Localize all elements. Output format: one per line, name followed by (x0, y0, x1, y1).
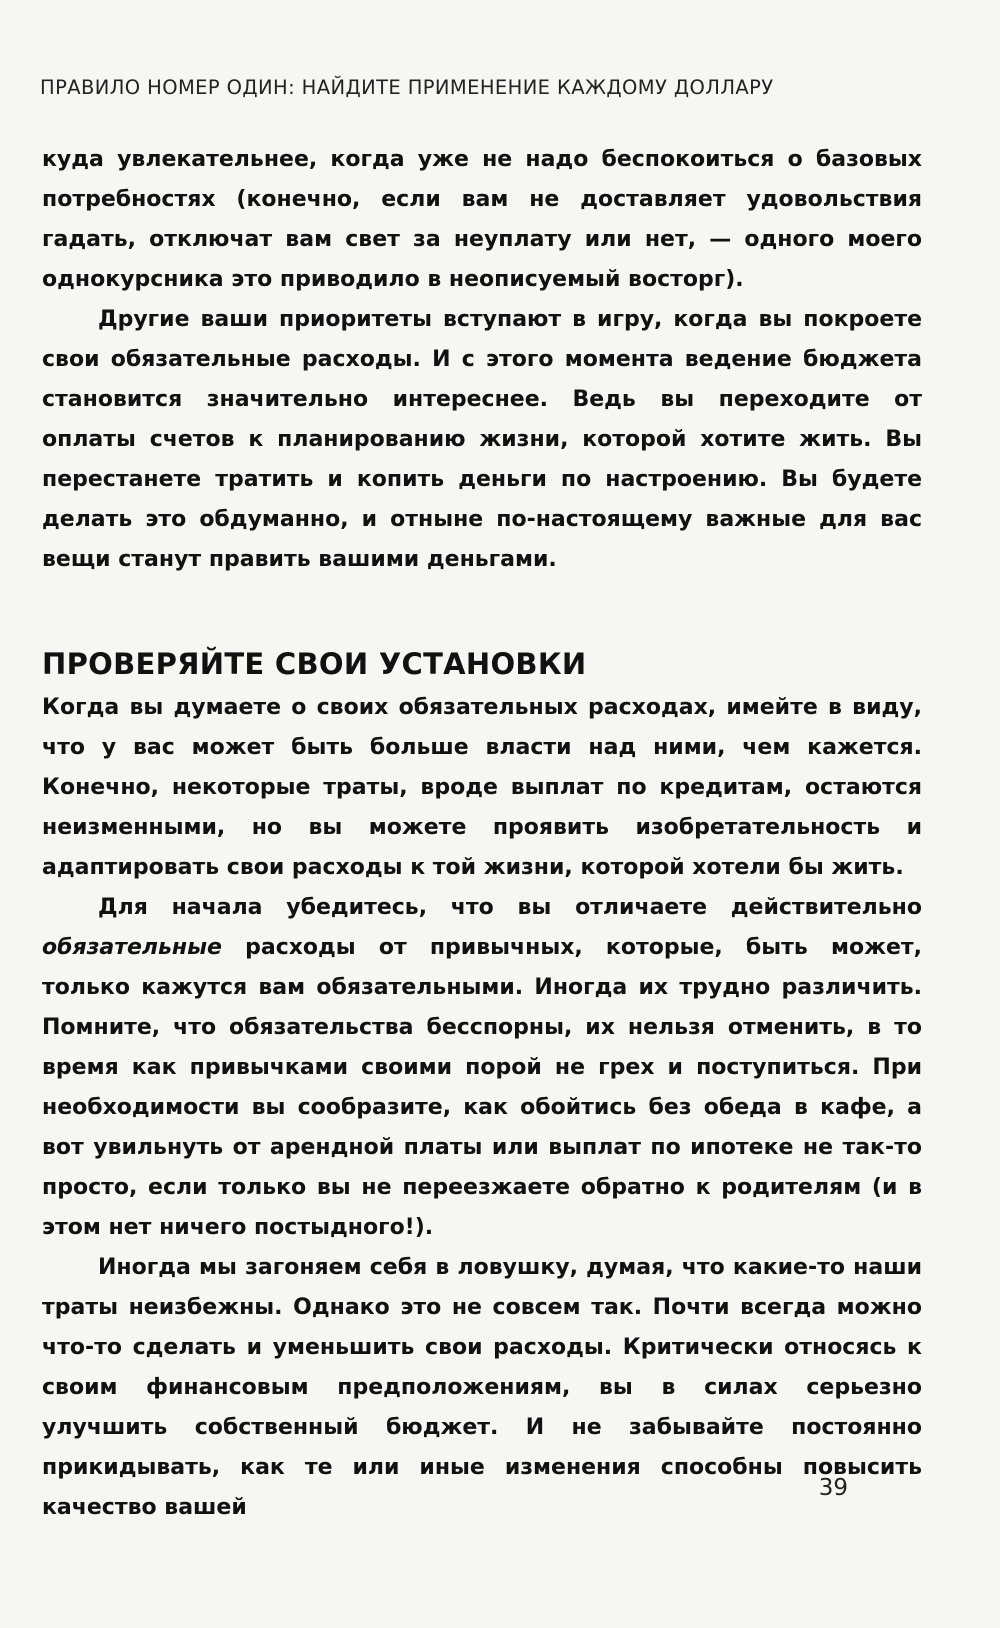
page-body (42, 140, 922, 1528)
paragraph-trap: Иногда мы загоняем себя в ловушку, думая, что какие-то наши траты неизбежны. Однако это не совсем так. Почти всегда можно что-то сделать и уменьшить свои расходы. Критически относясь к своим финансовым предположениям, вы в силах серьезно улучшить собственный бюджет. И не забывайте постоянно прикидывать, как те или иные изменения способны повысить качество вашей (42, 1255, 922, 1520)
section-heading: ПРОВЕРЯЙТЕ СВОИ УСТАНОВКИ (42, 647, 587, 681)
paragraph-continuation: куда увлекательнее, когда уже не надо беспокоиться о базовых потребностях (конечно, если вам не доставляет удовольствия гадать, отключат вам свет за неуплату или нет, — одного моего однокурсника это приводило в неописуемый восторг). (42, 147, 922, 292)
running-header: ПРАВИЛО НОМЕР ОДИН: НАЙДИТЕ ПРИМЕНЕНИЕ КАЖДОМУ ДОЛЛАРУ (40, 76, 774, 99)
paragraph-text-rest: расходы от привычных, которые, быть может, только кажутся вам обязательными. Иногда их трудно различить. Помните, что обязательства бесспорны, их нельзя отменить, в то время как привычками своими порой не грех и поступиться. При необходимости вы сообразите, как обойтись без обеда в кафе, а вот увильнуть от арендной платы или выплат по ипотеке не так-то просто, если только вы не переезжаете обратно к родителям (и в этом нет ничего постыдного!). (42, 935, 922, 1240)
paragraph-distinguish-expenses (42, 888, 922, 1248)
paragraph-mandatory-expenses: Когда вы думаете о своих обязательных расходах, имейте в виду, что у вас может быть больше власти над ними, чем кажется. Конечно, некоторые траты, вроде выплат по кредитам, остаются неизменными, но вы можете проявить изобретательность и адаптировать свои расходы к той жизни, которой хотели бы жить. (42, 695, 922, 880)
emphasized-word: обязательные (42, 935, 222, 960)
paragraph-priorities: Другие ваши приоритеты вступают в игру, когда вы покроете свои обязательные расходы. И с этого момента ведение бюджета становится значительно интереснее. Ведь вы переходите от оплаты счетов к планированию жизни, которой хотите жить. Вы перестанете тратить и копить деньги по настроению. Вы будете делать это обдуманно, и отныне по-настоящему важные для вас вещи станут править вашими деньгами. (42, 307, 922, 572)
page-number: 39 (818, 1475, 848, 1501)
paragraph-text-start: Для начала убедитесь, что вы отличаете действительно (98, 895, 922, 920)
